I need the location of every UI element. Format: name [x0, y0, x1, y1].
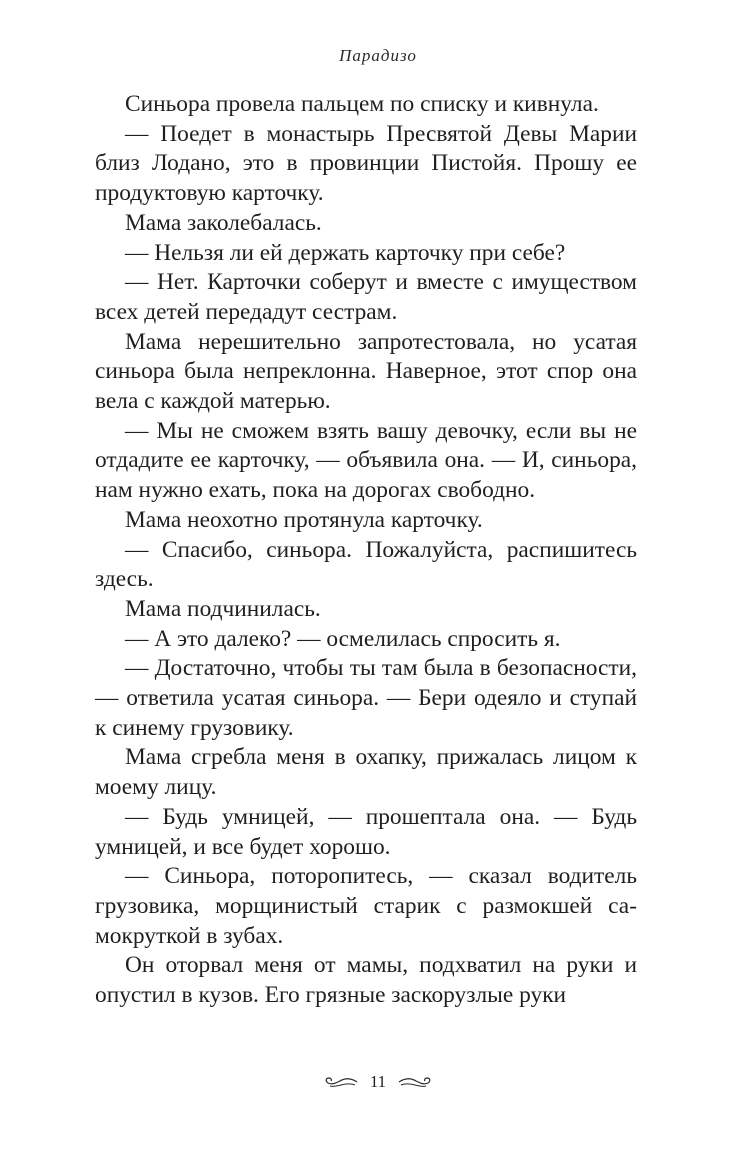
paragraph: — Достаточно, чтобы ты там была в безопасности, — ответила усатая синьора. — Бери одеяло и ступай к синему грузовику. [95, 655, 637, 741]
running-title: Парадизо [339, 46, 417, 65]
flourish-left-icon [324, 1075, 358, 1089]
flourish-right-icon [398, 1075, 432, 1089]
paragraph: — Нельзя ли ей держать карточку при себе? [125, 239, 566, 266]
paragraph: — Поедет в монастырь Пресвятой Девы Марии близ Лодано, это в провинции Пистойя. Прошу ее продуктовую карточку. [95, 120, 637, 207]
paragraph: — Нет. Карточки соберут и вместе с имуществом всех детей передадут сестрам. [95, 269, 637, 325]
body-text [95, 90, 637, 1011]
paragraph: Он оторвал меня от мамы, подхватил на руки и опустил в кузов. Его грязные заскорузлые руки [95, 952, 637, 1009]
paragraph: Мама неохотно протянула карточку. [125, 506, 483, 533]
paragraph: — Спасибо, синьора. Пожалуйста, распишитесь здесь. [95, 536, 637, 593]
paragraph: — А это далеко? — осмелилась спросить я. [125, 625, 561, 652]
page-footer [0, 1072, 756, 1092]
page-number: 11 [369, 1072, 387, 1091]
paragraph: Мама подчинилась. [125, 595, 321, 622]
paragraph: — Мы не сможем взять вашу девочку, если вы не отдадите ее карточку, — объявила она. — И, синьора, нам нужно ехать, пока на дорогах свободно. [95, 417, 637, 504]
paragraph: Мама сгребла меня в охапку, прижалась лицом к моему лицу. [95, 744, 637, 801]
paragraph: Мама нерешительно запротестовала, но усатая синьора была непреклонна. Наверное, этот спор она вела с каждой матерью. [95, 328, 637, 415]
paragraph: Синьора провела пальцем по списку и кивнула. [125, 91, 599, 117]
paragraph: — Будь умницей, — прошептала она. — Будь умницей, и все будет хорошо. [95, 803, 637, 860]
paragraph: — Синьора, поторопитесь, — сказал водитель грузовика, морщинистый старик с размокшей самокруткой в зубах. [95, 863, 637, 949]
paragraph: Мама заколебалась. [125, 209, 322, 236]
